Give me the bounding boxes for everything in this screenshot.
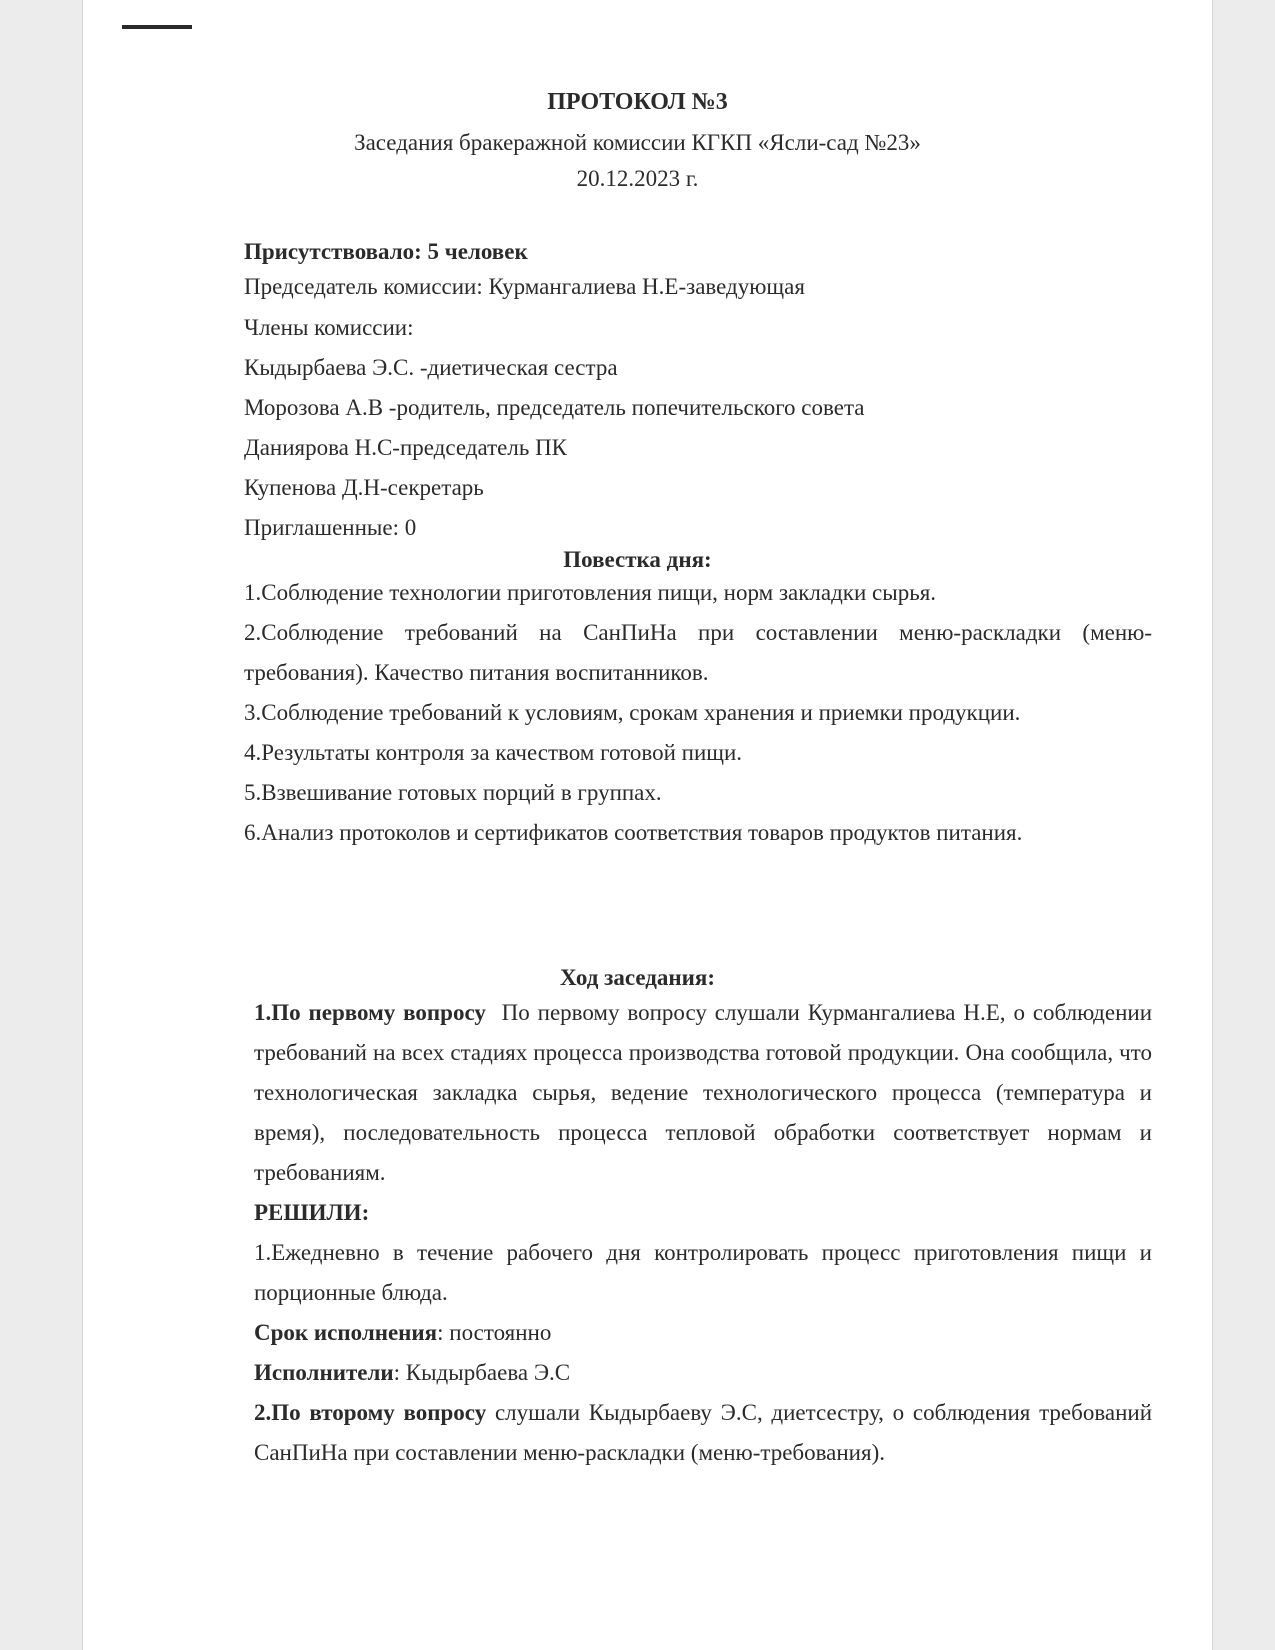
question-1-label: 1.По первому вопросу	[254, 1000, 486, 1025]
attendance-present: Присутствовало: 5 человек	[244, 239, 528, 264]
deadline-row	[254, 1313, 1152, 1353]
attendance-chairman: Председатель комиссии: Курмангалиева Н.Е-заведующая	[244, 274, 805, 299]
attendance-invited: Приглашенные: 0	[244, 515, 417, 540]
attendance-member: Морозова А.В -родитель, председатель попечительского совета	[244, 395, 865, 420]
attendance-member: Кыдырбаева Э.С. -диетическая сестра	[244, 355, 618, 380]
agenda-item: 6.Анализ протоколов и сертификатов соответствия товаров продуктов питания.	[244, 820, 1023, 845]
question-2-label: 2.По второму вопросу	[254, 1400, 487, 1425]
question-2-text: слушали Кыдырбаеву Э.С, диетсестру, о соблюдения требований СанПиНа при составлении меню-раскладки (меню-требования).	[254, 1400, 1153, 1465]
attendance-member: Купенова Д.Н-секретарь	[244, 475, 484, 500]
agenda-item: 1.Соблюдение технологии приготовления пищи, норм закладки сырья.	[244, 580, 937, 605]
deadline-label: Срок исполнения	[254, 1320, 438, 1345]
executors-label: Исполнители	[254, 1360, 394, 1385]
executors-value: : Кыдырбаева Э.С	[393, 1360, 571, 1385]
executors-row	[254, 1353, 1152, 1393]
question-1-paragraph	[254, 993, 1152, 1193]
deadline-value: : постоянно	[437, 1320, 552, 1345]
agenda-list	[244, 573, 1152, 853]
document-date: 20.12.2023 г.	[576, 166, 699, 191]
scan-edge-left	[0, 0, 83, 1650]
agenda-item: 5.Взвешивание готовых порций в группах.	[244, 780, 662, 805]
proceedings-body	[254, 993, 1152, 1473]
proceedings-heading: Ход заседания:	[559, 965, 715, 990]
agenda-item: 4.Результаты контроля за качеством готовой пищи.	[244, 740, 743, 765]
agenda-item: 2.Соблюдение требований на СанПиНа при составлении меню-раскладки (меню-требования). Качество питания воспитанников.	[244, 620, 1152, 685]
decided-label-row	[254, 1193, 1152, 1233]
attendance-member: Даниярова Н.С-председатель ПК	[244, 435, 568, 460]
decided-label: РЕШИЛИ:	[254, 1200, 370, 1225]
decision-1: 1.Ежедневно в течение рабочего дня контролировать процесс приготовления пищи и порционные блюда.	[254, 1240, 1152, 1305]
agenda-heading: Повестка дня:	[563, 547, 712, 572]
scan-mark	[122, 25, 192, 29]
attendance-members-label: Члены комиссии:	[244, 315, 414, 340]
document-title: ПРОТОКОЛ №3	[547, 89, 728, 115]
question-2-paragraph	[254, 1393, 1152, 1473]
question-1-text: По первому вопросу слушали Курмангалиева Н.Е, о соблюдении требований на всех стадиях процесса производства готовой продукции. Она сообщила, что технологическая закладка сырья, ведение технологического процесса (температура и время), последовательность процесса тепловой обработки соответствует нормам и требованиям.	[254, 1000, 1152, 1185]
agenda-item: 3.Соблюдение требований к условиям, срокам хранения и приемки продукции.	[244, 700, 1021, 725]
scan-edge-right	[1212, 0, 1275, 1650]
document-subtitle: Заседания бракеражной комиссии КГКП «Ясли-сад №23»	[354, 130, 921, 155]
